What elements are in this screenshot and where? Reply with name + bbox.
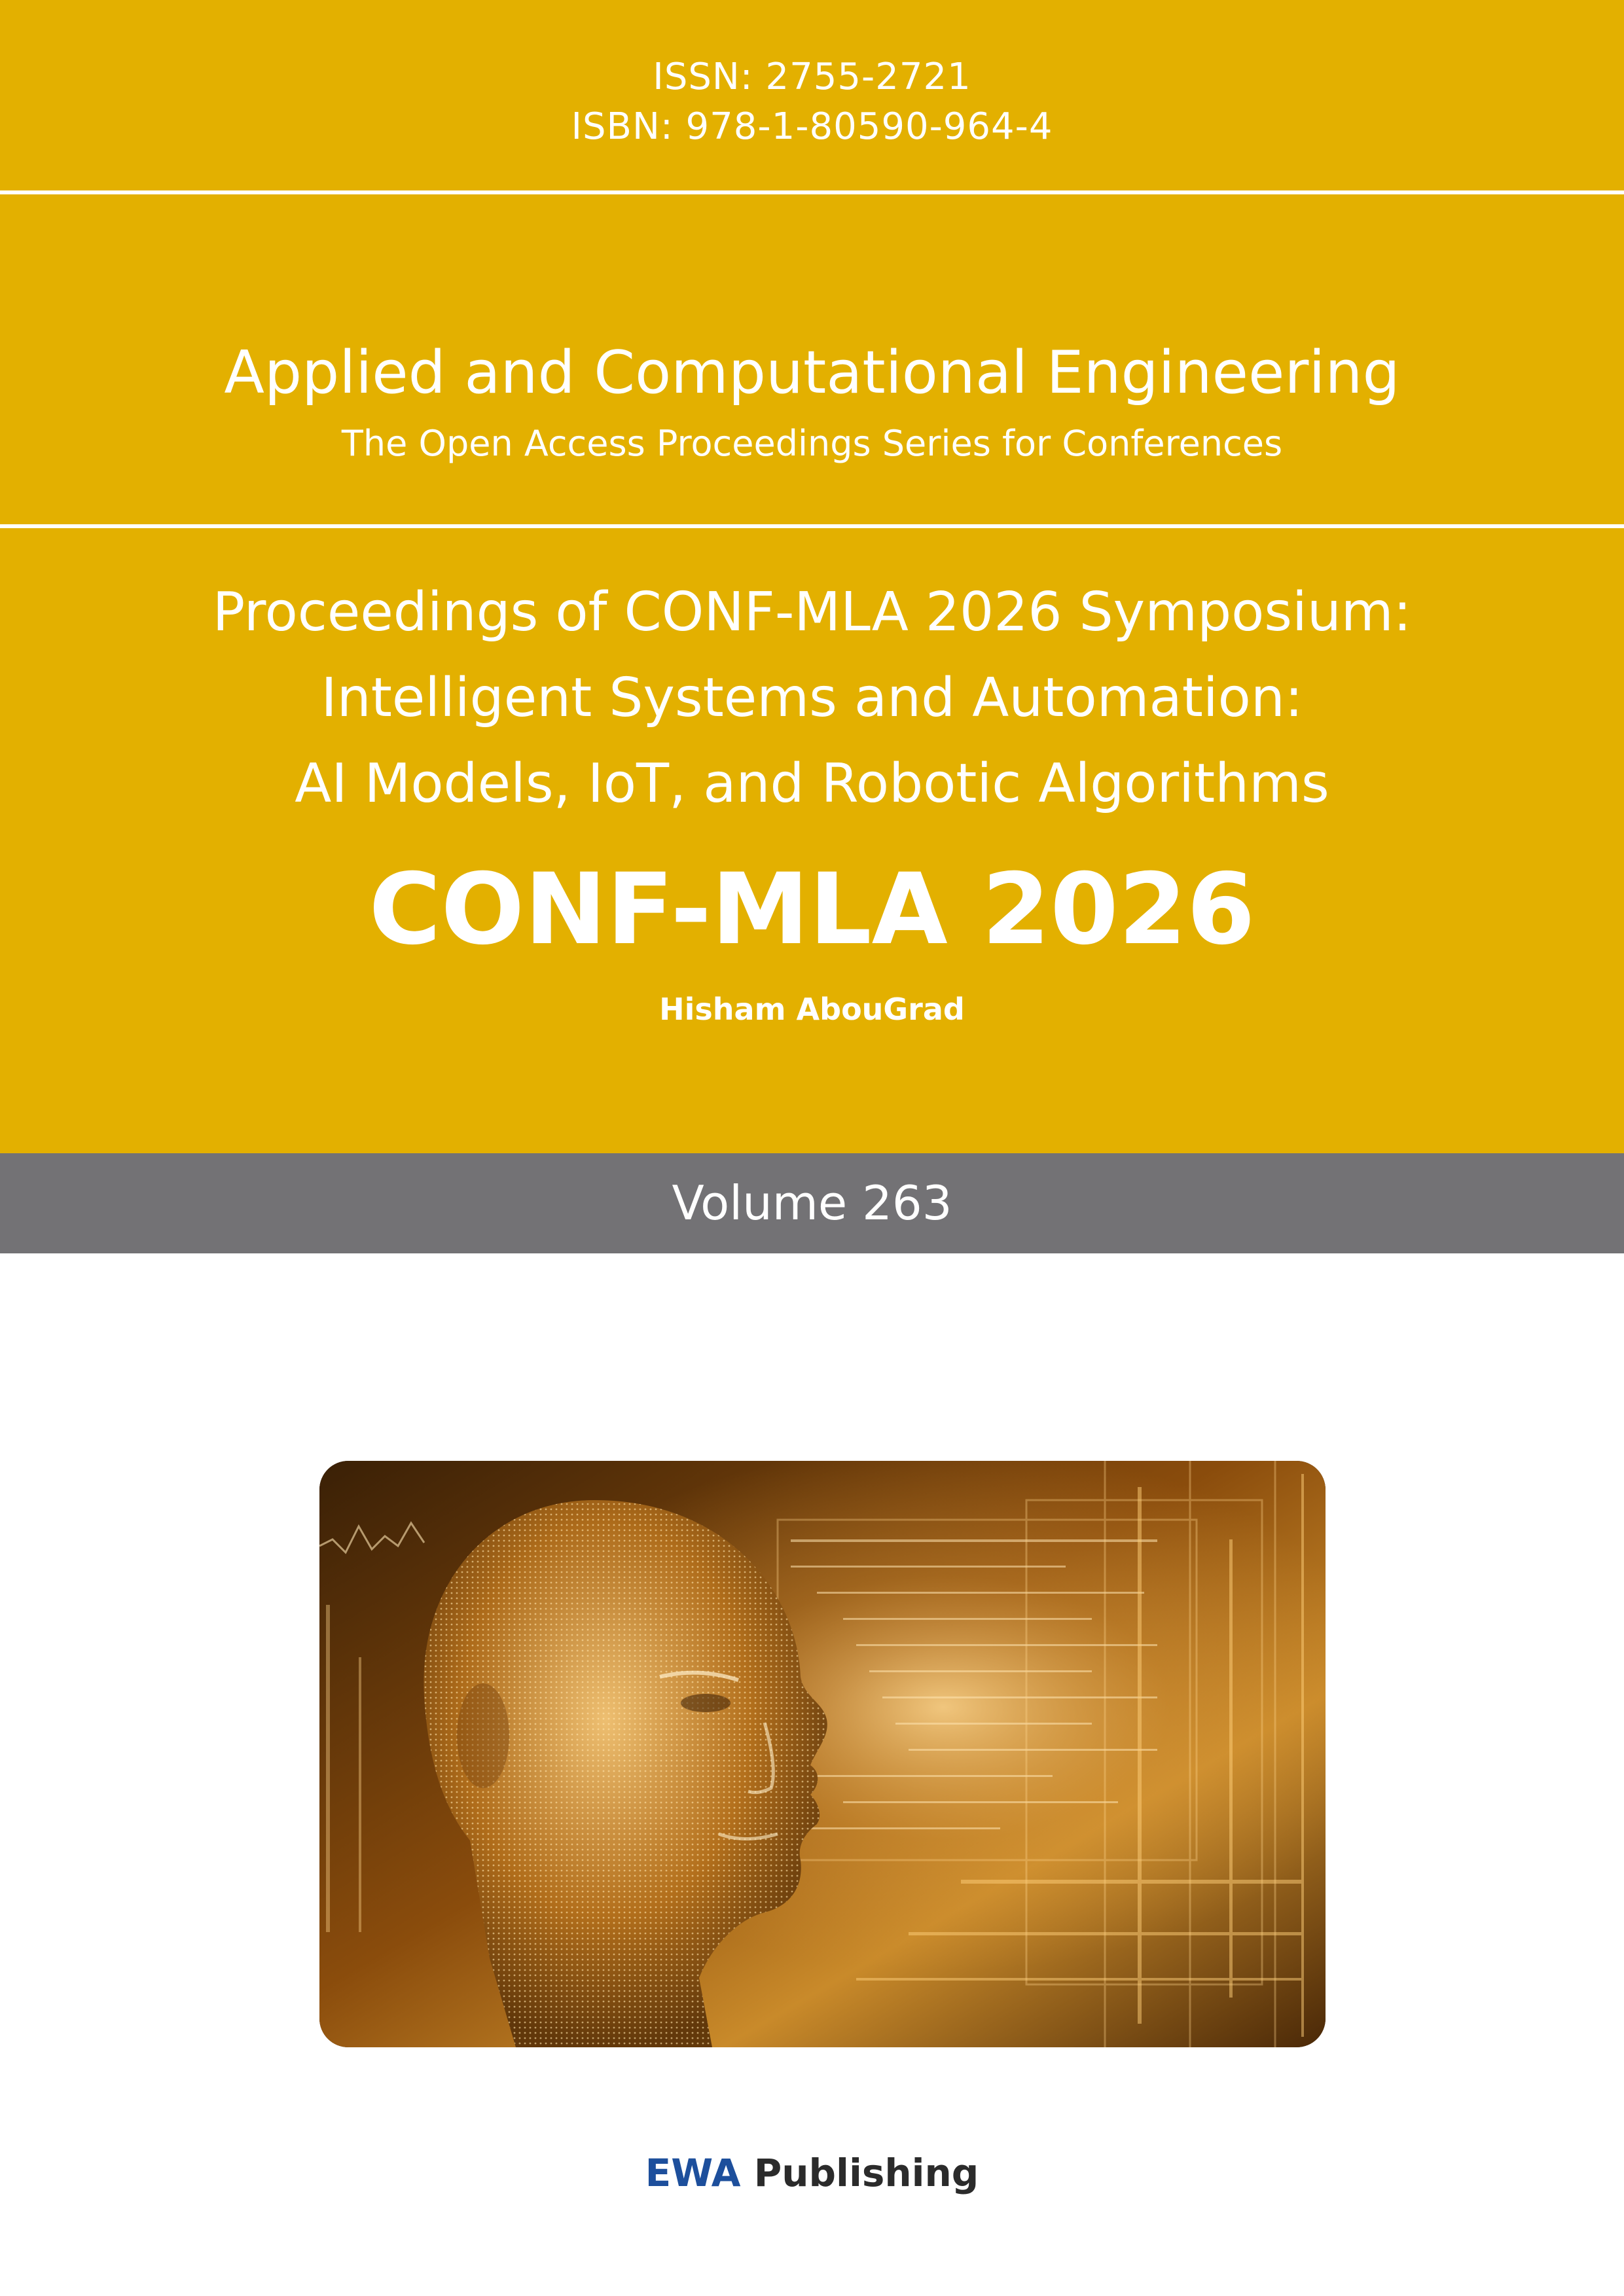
divider-middle bbox=[0, 524, 1624, 528]
journal-subtitle: The Open Access Proceedings Series for Conferences bbox=[341, 423, 1283, 464]
editor-name: Hisham AbouGrad bbox=[659, 992, 965, 1027]
identifier-block bbox=[0, 52, 1624, 152]
proceedings-line: AI Models, IoT, and Robotic Algorithms bbox=[295, 753, 1329, 815]
proceedings-line: Proceedings of CONF-MLA 2026 Symposium: bbox=[212, 581, 1412, 643]
isbn-text: ISBN: 978-1-80590-964-4 bbox=[571, 105, 1053, 148]
cover-illustration bbox=[319, 1461, 1326, 2047]
publisher-name: Publishing bbox=[740, 2151, 979, 2195]
conference-name: CONF-MLA 2026 bbox=[369, 853, 1255, 967]
proceedings-line: Intelligent Systems and Automation: bbox=[321, 667, 1303, 729]
volume-label: Volume 263 bbox=[672, 1175, 952, 1230]
divider-top bbox=[0, 190, 1624, 194]
issn-text: ISSN: 2755-2721 bbox=[653, 56, 971, 98]
ai-head-wireframe-icon bbox=[319, 1461, 1326, 2047]
publisher-logo bbox=[0, 2147, 1624, 2199]
proceedings-title bbox=[0, 569, 1624, 827]
publisher-brand: EWA bbox=[645, 2151, 741, 2195]
volume-band bbox=[0, 1153, 1624, 1253]
journal-title: Applied and Computational Engineering bbox=[224, 338, 1400, 407]
